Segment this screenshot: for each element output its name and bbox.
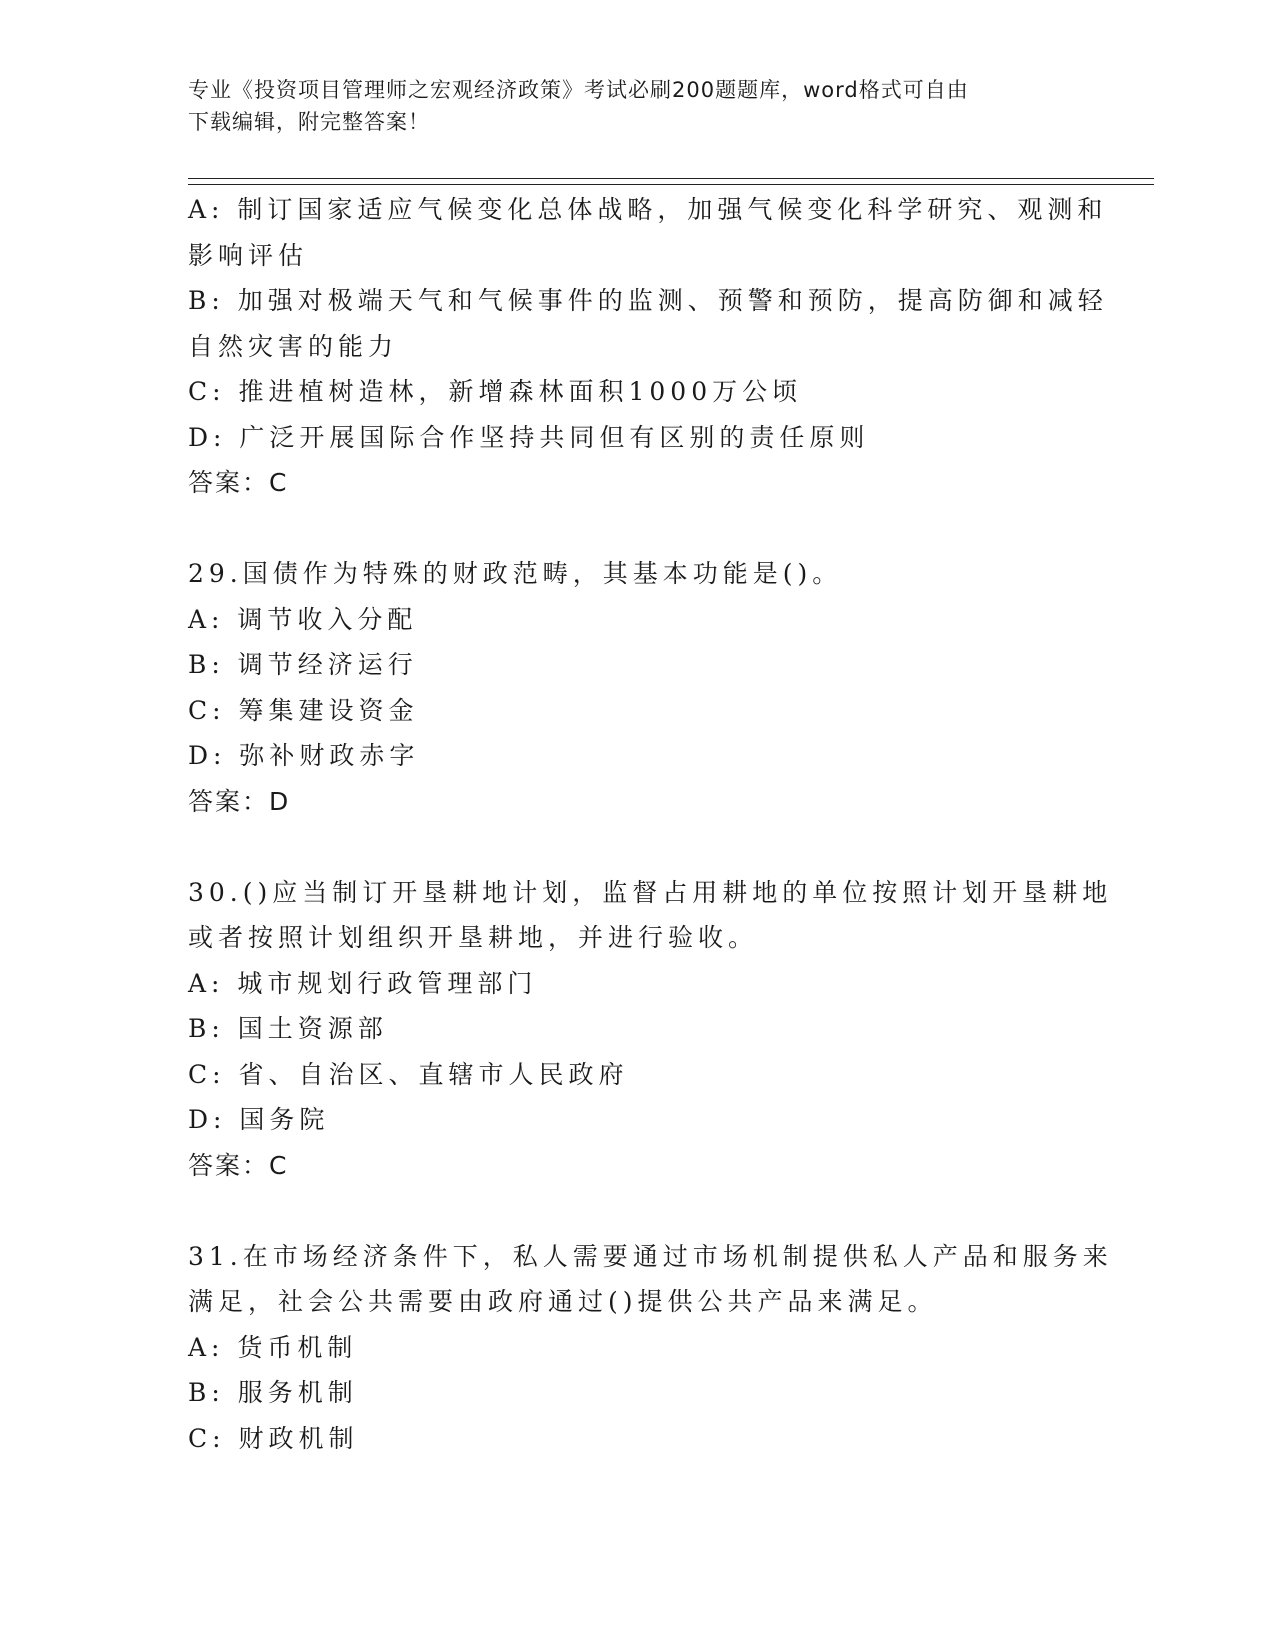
option-a-continued: 影响评估 (188, 240, 309, 270)
question-spacer (188, 1188, 1088, 1234)
question-stem: 30.()应当制订开垦耕地计划，监督占用耕地的单位按照计划开垦耕地 (188, 877, 1113, 907)
question-stem-continued: 或者按照计划组织开垦耕地，并进行验收。 (188, 923, 759, 952)
option-b: B: 服务机制 (188, 1378, 358, 1407)
option-c: C: 财政机制 (188, 1423, 359, 1453)
question-spacer (188, 824, 1088, 870)
option-c: C: 筹集建设资金 (188, 695, 419, 725)
question-block-29 (188, 551, 1088, 824)
question-block-28 (188, 187, 1108, 506)
question-block-30 (188, 870, 1113, 1189)
option-b: B: 国土资源部 (188, 1014, 388, 1043)
document-header (188, 74, 1068, 138)
option-a: A: 城市规划行政管理部门 (188, 968, 538, 998)
option-b-continued: 自然灾害的能力 (188, 331, 399, 361)
question-block-31 (188, 1234, 1113, 1462)
answer-line: 答案：C (188, 468, 289, 497)
option-a: A: 调节收入分配 (188, 604, 418, 634)
question-list (188, 187, 1113, 1461)
option-a: A: 货币机制 (188, 1332, 358, 1362)
answer-line: 答案：D (188, 786, 291, 816)
option-c: C: 省、自治区、直辖市人民政府 (188, 1059, 629, 1089)
question-spacer (188, 506, 1088, 552)
option-a: A: 制订国家适应气候变化总体战略，加强气候变化科学研究、观测和 (188, 195, 1108, 224)
option-d: D: 国务院 (188, 1105, 330, 1134)
question-stem-continued: 满足，社会公共需要由政府通过()提供公共产品来满足。 (188, 1287, 938, 1316)
option-b: B: 加强对极端天气和气候事件的监测、预警和预防，提高防御和减轻 (188, 286, 1108, 315)
option-d: D: 广泛开展国际合作坚持共同但有区别的责任原则 (188, 422, 870, 452)
option-c: C: 推进植树造林，新增森林面积1000万公顷 (188, 377, 803, 406)
header-title-line-2: 下载编辑，附完整答案！ (188, 110, 430, 134)
question-stem: 31.在市场经济条件下，私人需要通过市场机制提供私人产品和服务来 (188, 1241, 1113, 1271)
option-d: D: 弥补财政赤字 (188, 741, 420, 770)
option-b: B: 调节经济运行 (188, 650, 418, 679)
header-double-rule (188, 178, 1154, 185)
header-title-line-1: 专业《投资项目管理师之宏观经济政策》考试必刷200题题库，word格式可自由 (188, 78, 969, 102)
answer-line: 答案：C (188, 1150, 289, 1180)
question-stem: 29.国债作为特殊的财政范畴，其基本功能是()。 (188, 559, 843, 588)
